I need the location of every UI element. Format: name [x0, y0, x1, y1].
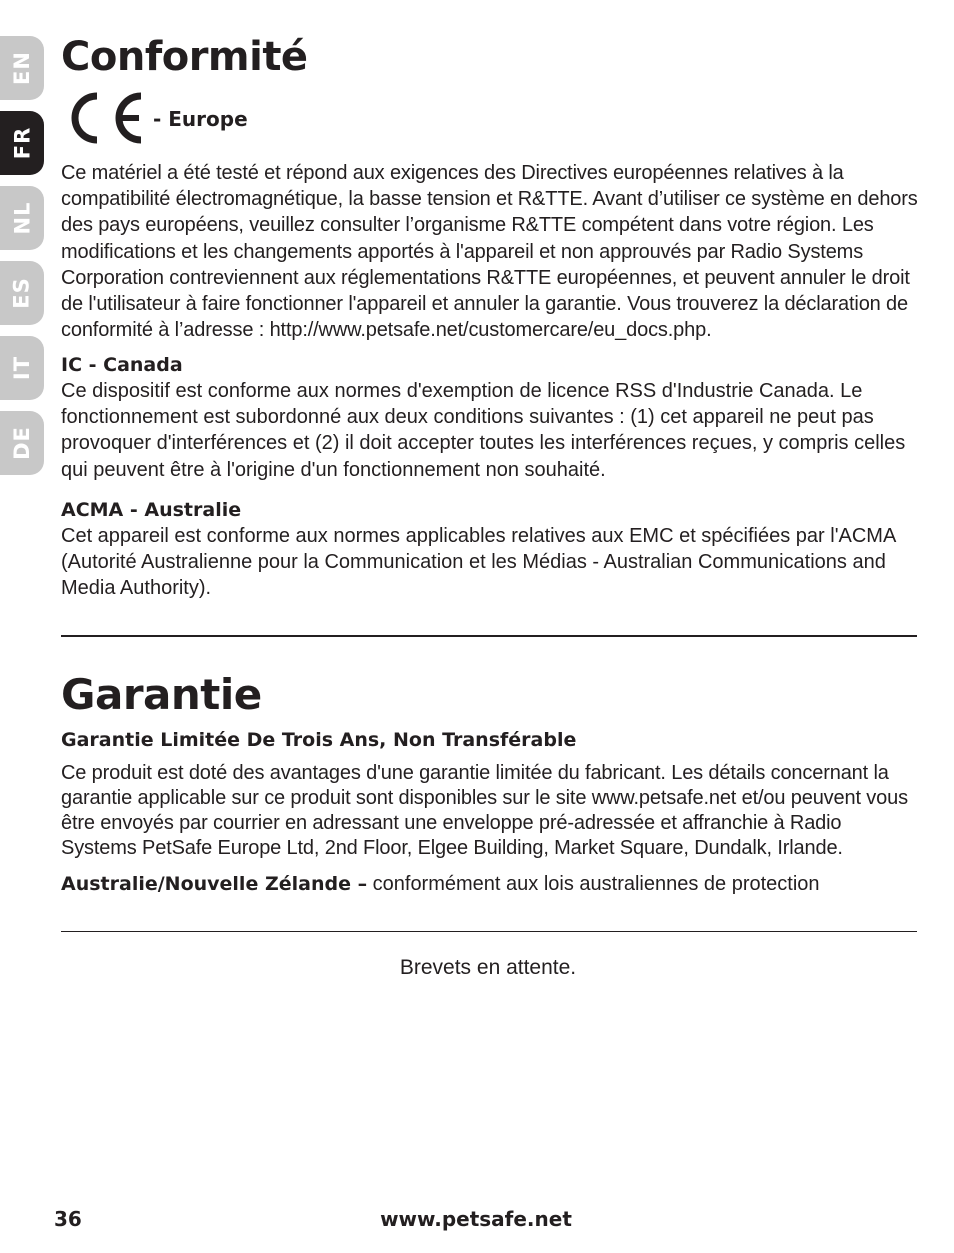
lang-tab-en[interactable] — [0, 36, 44, 100]
lang-tab-nl[interactable] — [0, 186, 44, 250]
ic-canada-heading: IC - Canada — [61, 354, 183, 376]
section-divider — [61, 635, 917, 637]
page-number: 36 — [54, 1207, 82, 1231]
conformite-title: Conformité — [61, 34, 308, 80]
ce-europe-label: - Europe — [153, 107, 248, 131]
australia-nz-label: Australie/Nouvelle Zélande – — [61, 873, 368, 895]
patents-pending: Brevets en attente. — [399, 956, 577, 979]
lang-tab-label: DE — [10, 426, 34, 460]
acma-heading: ACMA - Australie — [61, 499, 242, 521]
lang-tab-label: EN — [9, 51, 34, 85]
ce-mark-icon — [61, 90, 147, 146]
footer-divider — [61, 931, 917, 932]
lang-tab-label: IT — [9, 355, 34, 381]
acma-text: Cet appareil est conforme aux normes applicables relatives aux EMC et spécifiées par l'ACMA (Autorité Australienne pour la Communication et les Médias - Australian Communications and Media Authority). — [61, 525, 896, 600]
lang-tab-label: NL — [10, 201, 34, 235]
lang-tab-label: FR — [9, 126, 34, 160]
ic-canada-text: Ce dispositif est conforme aux normes d'exemption de licence RSS d'Industrie Canada. Le fonctionnement est subordonné aux deux conditions suivantes : (1) cet appareil ne peut pas provoquer d'interférences et (2) il doit accepter toutes les interférences reçues, y compris celles qui peuvent être à l'origine d'un fonctionnement non souhaité. — [61, 380, 906, 481]
garantie-subheading: Garantie Limitée De Trois Ans, Non Transférable — [61, 729, 577, 751]
acma-australia-section — [61, 497, 921, 602]
garantie-text: Ce produit est doté des avantages d'une garantie limitée du fabricant. Les détails concernant la garantie applicable sur ce produit sont disponibles sur le site www.petsafe.net et/ou peuvent vous être envoyés par courrier en adressant une enveloppe pré-adressée et affranchie à Radio Systems PetSafe Europe Ltd, 2nd Floor, Elgee Building, Market Square, Dundalk, Irlande. — [61, 762, 908, 859]
ce-europe-row — [61, 90, 248, 146]
lang-tab-it[interactable] — [0, 336, 44, 400]
lang-tab-de[interactable] — [0, 411, 44, 475]
lang-tab-es[interactable] — [0, 261, 44, 325]
australia-nz-paragraph — [61, 871, 921, 897]
footer-url-wrap — [0, 1207, 954, 1231]
europe-text: Ce matériel a été testé et répond aux exigences des Directives européennes relatives à la compatibilité électromagnétique, la basse tension et R&TTE. Avant d’utiliser ce système en dehors des pays européens, veuillez consulter l’organisme R&TTE compétent dans votre région. Les modifications et les changements apportés à l'appareil et non approuvés par Radio Systems Corporation contreviennent aux réglementations R&TTE européennes, et peuvent annuler le droit de l'utilisateur à faire fonctionner l'appareil et annuler la garantie. Vous trouverez la déclaration de conformité à l’adresse : http://www.petsafe.net/customercare/eu_docs.php. — [61, 162, 918, 342]
ic-canada-section — [61, 352, 921, 483]
lang-tab-label: ES — [9, 277, 34, 309]
europe-section — [61, 160, 921, 343]
australia-nz-text: conformément aux lois australiennes de protection — [367, 873, 820, 895]
footer-url[interactable]: www.petsafe.net — [380, 1207, 572, 1231]
lang-tab-fr[interactable] — [0, 111, 44, 175]
garantie-title: Garantie — [61, 670, 262, 719]
garantie-section — [61, 727, 921, 897]
